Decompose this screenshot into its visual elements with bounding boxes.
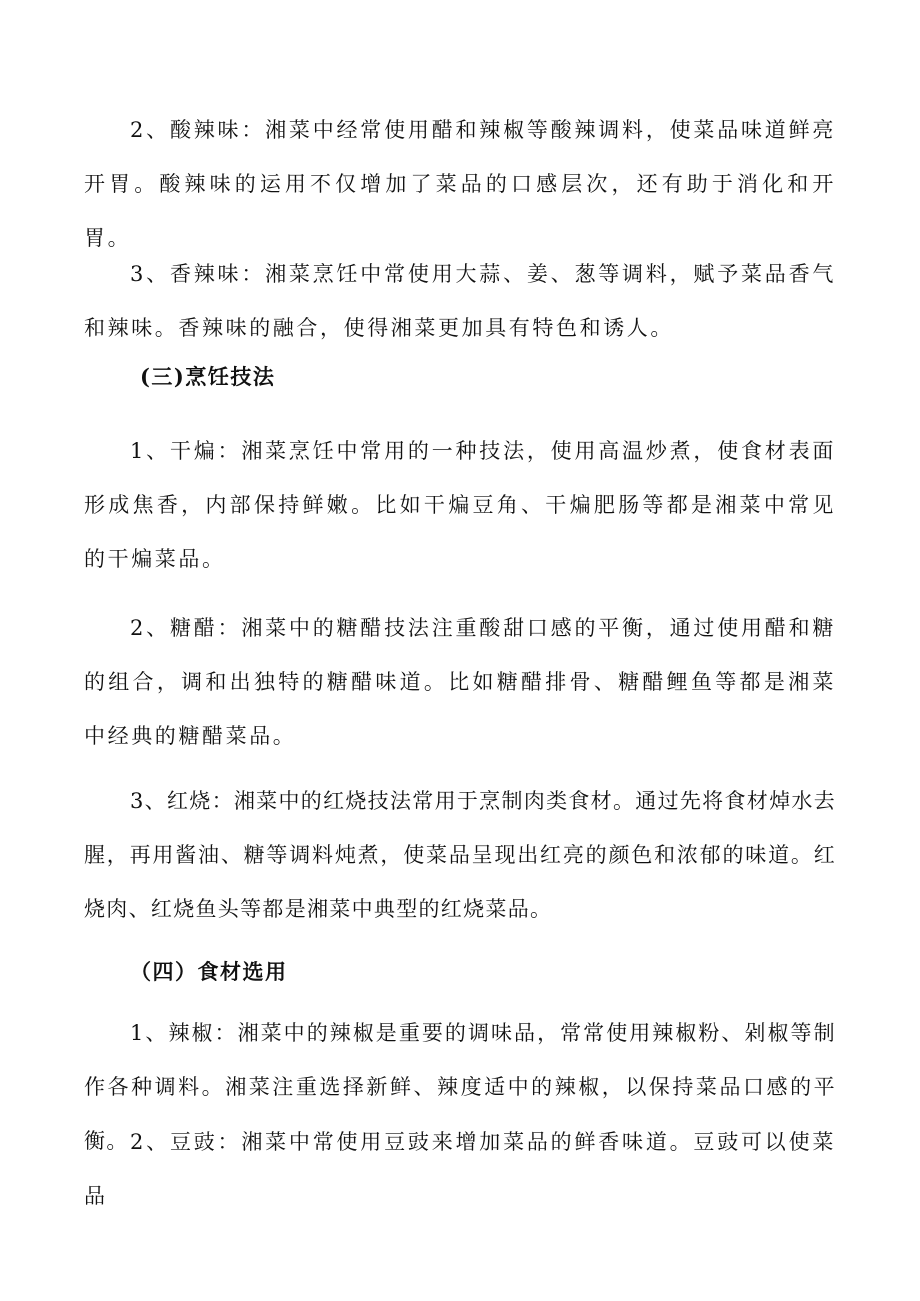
paragraph-red-braise-technique: 3、红烧：湘菜中的红烧技法常用于烹制肉类食材。通过先将食材焯水去腥，再用酱油、糖等调料炖煮，使菜品呈现出红亮的颜色和浓郁的味道。红烧肉、红烧鱼头等都是湘菜中典型的红烧菜品。	[84, 789, 836, 921]
section-heading-ingredient-selection: （四）食材选用	[130, 959, 288, 984]
paragraph-sour-spicy-flavor: 2、酸辣味：湘菜中经常使用醋和辣椒等酸辣调料，使菜品味道鲜亮开胃。酸辣味的运用不仅增加了菜品的口感层次，还有助于消化和开胃。	[84, 118, 836, 250]
paragraph-chili-ingredient: 1、辣椒：湘菜中的辣椒是重要的调味品，常常使用辣椒粉、剁椒等制作各种调料。湘菜注重选择新鲜、辣度适中的辣椒，以保持菜品口感的平衡。	[84, 1021, 836, 1153]
paragraph-fragrant-spicy-flavor: 3、香辣味：湘菜烹饪中常使用大蒜、姜、葱等调料，赋予菜品香气和辣味。香辣味的融合，使得湘菜更加具有特色和诱人。	[84, 262, 836, 340]
paragraph-fermented-black-bean-ingredient: 2、豆豉：湘菜中常使用豆豉来增加菜品的鲜香味道。豆豉可以使菜品	[84, 1130, 836, 1208]
section-heading-cooking-techniques: (三)烹饪技法	[140, 364, 276, 389]
paragraph-sweet-sour-technique: 2、糖醋：湘菜中的糖醋技法注重酸甜口感的平衡，通过使用醋和糖的组合，调和出独特的糖醋味道。比如糖醋排骨、糖醋鲤鱼等都是湘菜中经典的糖醋菜品。	[84, 616, 836, 748]
paragraph-dry-fry-technique: 1、干煸：湘菜烹饪中常用的一种技法，使用高温炒煮，使食材表面形成焦香，内部保持鲜嫩。比如干煸豆角、干煸肥肠等都是湘菜中常见的干煸菜品。	[84, 439, 836, 571]
